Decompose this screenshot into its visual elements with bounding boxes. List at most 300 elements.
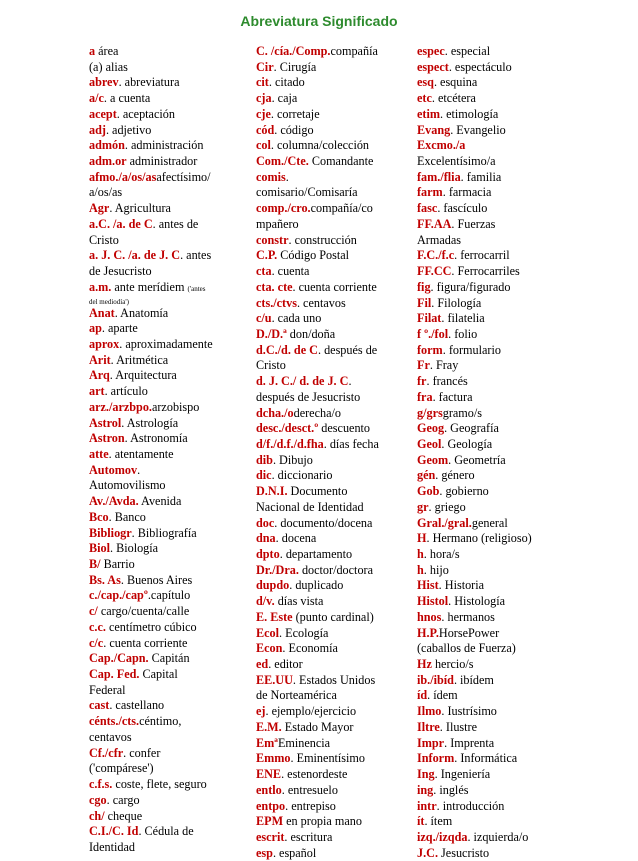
abbreviation-term: Bs. As: [89, 572, 121, 587]
abbreviation-meaning: centavos: [89, 729, 132, 744]
abbreviation-meaning: Nacional de Identidad: [256, 499, 364, 514]
abbreviation-meaning: . aproximadamente: [119, 336, 213, 351]
abbreviation-meaning: . hermanos: [441, 609, 495, 624]
abbreviation-meaning: Cristo: [89, 232, 119, 247]
abbreviation-meaning: doctor/doctora: [298, 562, 374, 577]
abbreviation-term: Geom: [417, 452, 449, 467]
abbreviation-meaning: después de Jesucristo: [256, 389, 361, 404]
abbreviation-term: Evang: [417, 122, 451, 137]
abbreviation-meaning: . diccionario: [271, 468, 333, 483]
abbreviation-entry: [417, 75, 557, 91]
abbreviation-meaning: . Economía: [282, 641, 338, 656]
abbreviation-meaning: . factura: [432, 389, 473, 404]
abbreviation-entry: [256, 767, 406, 783]
abbreviation-entry: [256, 374, 406, 390]
abbreviation-entry: [417, 500, 557, 516]
abbreviation-term: Gral./gral.: [417, 515, 472, 530]
abbreviation-meaning: . artículo: [104, 384, 148, 399]
abbreviation-meaning: HorsePower: [438, 625, 500, 640]
abbreviation-term: d.C./d. de C: [256, 342, 318, 357]
abbreviation-entry: [256, 343, 406, 359]
abbreviation-entry: [89, 620, 239, 636]
abbreviation-term: Filat: [417, 311, 442, 326]
abbreviation-entry: [89, 217, 239, 233]
abbreviation-term: espect: [417, 59, 449, 74]
abbreviation-meaning: Eminencia: [277, 735, 331, 750]
abbreviation-entry: [89, 107, 239, 123]
abbreviation-term: c/u: [256, 311, 272, 326]
abbreviation-entry: [256, 406, 406, 422]
abbreviation-column-3: [417, 44, 557, 861]
abbreviation-entry: [256, 217, 406, 233]
abbreviation-meaning: a/os/as: [89, 185, 123, 200]
abbreviation-term: cja: [256, 91, 272, 106]
abbreviation-term: arz./arzbpo.: [89, 399, 152, 414]
abbreviation-term: Cir: [256, 59, 274, 74]
abbreviation-entry: [89, 416, 239, 432]
abbreviation-entry: [89, 60, 239, 76]
abbreviation-entry: [89, 353, 239, 369]
abbreviation-term: comp./cro.: [256, 201, 311, 216]
abbreviation-term: Automov: [89, 462, 138, 477]
abbreviation-meaning: . francés: [426, 374, 468, 389]
abbreviation-meaning: . ferrocarril: [454, 248, 510, 263]
abbreviation-term: Impr: [417, 735, 445, 750]
abbreviation-meaning: . izquierda/o: [467, 829, 529, 844]
abbreviation-meaning: . Ilustre: [439, 719, 478, 734]
abbreviation-entry: [417, 704, 557, 720]
abbreviation-meaning: . aparte: [101, 321, 138, 336]
abbreviation-entry: [417, 44, 557, 60]
abbreviation-term: Cap. Fed.: [89, 667, 140, 682]
abbreviation-term: gr: [417, 499, 429, 514]
abbreviation-entry: [89, 138, 239, 154]
abbreviation-entry: [89, 170, 239, 186]
abbreviation-meaning: . Biología: [110, 541, 159, 556]
abbreviation-entry: [417, 484, 557, 500]
abbreviation-term: Hz: [417, 657, 432, 672]
abbreviation-entry: [256, 390, 406, 406]
abbreviation-meaning: . cuenta corriente: [103, 635, 188, 650]
abbreviation-term: dib: [256, 452, 273, 467]
abbreviation-entry: [89, 280, 239, 298]
abbreviation-entry: [256, 138, 406, 154]
abbreviation-meaning: céntimo,: [139, 714, 182, 729]
abbreviation-meaning: . Ferrocarriles: [451, 264, 520, 279]
abbreviation-meaning: . cuenta: [271, 264, 310, 279]
abbreviation-entry: [89, 667, 239, 683]
abbreviation-entry: [89, 698, 239, 714]
abbreviation-entry: [256, 846, 406, 861]
abbreviation-term: Gob: [417, 484, 440, 499]
abbreviation-meaning: don/doña: [286, 326, 336, 341]
abbreviation-entry: [256, 814, 406, 830]
abbreviation-entry: [417, 563, 557, 579]
abbreviation-term: acept: [89, 106, 117, 121]
abbreviation-entry: [417, 846, 557, 861]
abbreviation-term: C.I./C. Id: [89, 824, 139, 839]
abbreviation-term: art: [89, 384, 105, 399]
abbreviation-meaning: . Cirugía: [273, 59, 317, 74]
abbreviation-term: dcha./o: [256, 405, 294, 420]
abbreviation-entry: [417, 720, 557, 736]
abbreviation-entry: [417, 358, 557, 374]
abbreviation-entry: [89, 478, 239, 494]
abbreviation-meaning: coste, flete, seguro: [112, 777, 207, 792]
abbreviation-meaning: Cristo: [256, 358, 286, 373]
abbreviation-entry: [89, 526, 239, 542]
abbreviation-meaning: . Geografía: [444, 421, 499, 436]
abbreviation-meaning: . Historia: [438, 578, 485, 593]
abbreviation-meaning: . Filología: [431, 295, 482, 310]
abbreviation-meaning: (a) alias: [89, 59, 128, 74]
abbreviation-entry: [89, 714, 239, 730]
abbreviation-entry: [89, 400, 239, 416]
abbreviation-entry: [89, 809, 239, 825]
abbreviation-entry: [417, 673, 557, 689]
abbreviation-meaning: Identidad: [89, 839, 136, 854]
abbreviation-meaning: mpañero: [256, 216, 299, 231]
abbreviation-term: c./cap./capº: [89, 588, 148, 603]
abbreviation-meaning: . ídem: [427, 688, 458, 703]
abbreviation-entry: [256, 484, 406, 500]
abbreviation-meaning: . gobierno: [439, 484, 489, 499]
abbreviation-meaning: . ibídem: [453, 672, 494, 687]
abbreviation-term: intr: [417, 798, 437, 813]
abbreviation-entry: [417, 123, 557, 139]
abbreviation-meaning: . después de: [317, 342, 378, 357]
abbreviation-meaning: . abreviatura: [118, 75, 180, 90]
abbreviation-entry: [256, 91, 406, 107]
abbreviation-meaning: Documento: [287, 484, 348, 499]
abbreviation-term: íd: [417, 688, 428, 703]
abbreviation-meaning: . editor: [268, 657, 303, 672]
abbreviation-entry: [417, 610, 557, 626]
abbreviation-meaning: . Bibliografía: [131, 525, 197, 540]
abbreviation-entry: [89, 824, 239, 840]
abbreviation-entry: [417, 751, 557, 767]
abbreviation-entry: [89, 337, 239, 353]
abbreviation-entry: [89, 154, 239, 170]
abbreviation-meaning: en propia mano: [283, 814, 362, 829]
abbreviation-meaning: . documento/docena: [274, 515, 373, 530]
abbreviation-meaning: . Fray: [429, 358, 459, 373]
abbreviation-entry: [89, 588, 239, 604]
abbreviation-entry: [256, 610, 406, 626]
abbreviation-meaning: arzobispo: [151, 399, 200, 414]
abbreviation-entry: [417, 783, 557, 799]
abbreviation-term: cta: [256, 264, 272, 279]
abbreviation-term: Inform: [417, 751, 455, 766]
abbreviation-term: E.M.: [256, 719, 282, 734]
abbreviation-term: fig: [417, 279, 431, 294]
abbreviation-term: escrit: [256, 829, 285, 844]
abbreviation-meaning: . espectáculo: [448, 59, 512, 74]
abbreviation-term: esq: [417, 75, 434, 90]
abbreviation-term: cast: [89, 698, 110, 713]
abbreviation-meaning: centímetro cúbico: [105, 619, 197, 634]
abbreviation-meaning: . etimología: [440, 106, 499, 121]
abbreviation-entry: [256, 185, 406, 201]
abbreviation-entry: [89, 185, 239, 201]
abbreviation-term: Anat: [89, 305, 115, 320]
abbreviation-entry: [256, 673, 406, 689]
abbreviation-entry: [417, 154, 557, 170]
abbreviation-term: EPM: [256, 814, 284, 829]
abbreviation-entry: [256, 170, 406, 186]
abbreviation-entry: [256, 736, 406, 752]
abbreviation-entry: [417, 814, 557, 830]
abbreviation-meaning: del mediodía'): [89, 297, 129, 306]
abbreviation-term: a. J. C. /a. de J. C: [89, 248, 181, 263]
abbreviation-term: fra: [417, 389, 433, 404]
abbreviation-term: Hist: [417, 578, 439, 593]
abbreviation-meaning: . esquina: [433, 75, 478, 90]
abbreviation-term: Astron: [89, 431, 125, 446]
abbreviation-entry: [89, 777, 239, 793]
abbreviation-meaning: . hijo: [423, 562, 449, 577]
abbreviation-meaning: . construcción: [288, 232, 357, 247]
abbreviation-entry: [417, 767, 557, 783]
abbreviation-entry: [89, 604, 239, 620]
abbreviation-entry: [417, 531, 557, 547]
abbreviation-term: EE.UU: [256, 672, 293, 687]
abbreviation-entry: [417, 311, 557, 327]
abbreviation-meaning: . formulario: [442, 342, 501, 357]
abbreviation-term: cgo: [89, 792, 107, 807]
abbreviation-meaning: . figura/figurado: [430, 279, 511, 294]
abbreviation-term: Agr: [89, 201, 110, 216]
abbreviation-meaning: . farmacia: [442, 185, 492, 200]
abbreviation-entry: [417, 170, 557, 186]
abbreviation-entry: [417, 138, 557, 154]
abbreviation-term: a.C. /a. de C: [89, 216, 153, 231]
abbreviation-entry: [89, 463, 239, 479]
abbreviation-entry: [89, 75, 239, 91]
abbreviation-meaning: . inglés: [433, 782, 469, 797]
abbreviation-entry: [256, 500, 406, 516]
abbreviation-meaning: . griego: [428, 499, 466, 514]
abbreviation-meaning: . ítem: [424, 814, 453, 829]
abbreviation-term: Ecol: [256, 625, 280, 640]
abbreviation-meaning: Estado Mayor: [281, 719, 354, 734]
abbreviation-entry: [89, 431, 239, 447]
abbreviation-term: h: [417, 562, 424, 577]
abbreviation-meaning: cheque: [104, 808, 143, 823]
abbreviation-meaning: Armadas: [417, 232, 461, 247]
abbreviation-term: ej: [256, 704, 266, 719]
abbreviation-entry: [256, 720, 406, 736]
abbreviation-meaning: . duplicado: [289, 578, 344, 593]
abbreviation-meaning: ('compárese'): [89, 761, 154, 776]
abbreviation-meaning: . Histología: [448, 594, 506, 609]
abbreviation-entry: [417, 830, 557, 846]
abbreviation-term: Av./Avda.: [89, 494, 139, 509]
abbreviation-meaning: Capitán: [148, 651, 190, 666]
abbreviation-entry: [256, 641, 406, 657]
abbreviation-meaning: . antes: [180, 248, 212, 263]
abbreviation-meaning: . corretaje: [270, 106, 320, 121]
abbreviation-entry: [256, 44, 406, 60]
abbreviation-column-1: [89, 44, 239, 856]
abbreviation-term: D.N.I.: [256, 484, 288, 499]
abbreviation-term: H.P.: [417, 625, 439, 640]
abbreviation-entry: [89, 123, 239, 139]
abbreviation-meaning: . Astrología: [121, 415, 179, 430]
abbreviation-term: farm: [417, 185, 443, 200]
abbreviation-entry: [256, 75, 406, 91]
abbreviation-meaning: Automovilismo: [89, 478, 166, 493]
abbreviation-entry: [417, 296, 557, 312]
abbreviation-entry: [417, 688, 557, 704]
abbreviation-term: col: [256, 138, 271, 153]
abbreviation-term: Biol: [89, 541, 110, 556]
abbreviation-entry: [417, 201, 557, 217]
abbreviation-entry: [256, 594, 406, 610]
abbreviation-meaning: . Anatomía: [114, 305, 169, 320]
abbreviation-meaning: . docena: [275, 531, 317, 546]
abbreviation-meaning: . departamento: [279, 547, 353, 561]
abbreviation-meaning: . Fuerzas: [451, 216, 496, 231]
abbreviation-entry: [417, 421, 557, 437]
abbreviation-term: desc./desct.º: [256, 421, 319, 436]
abbreviation-meaning: . atentamente: [108, 446, 174, 461]
abbreviation-meaning: gramo/s: [442, 405, 482, 420]
abbreviation-meaning: . cargo: [106, 792, 140, 807]
abbreviation-entry: [256, 233, 406, 249]
abbreviation-term: c.f.s.: [89, 777, 113, 792]
abbreviation-term: Ing: [417, 767, 435, 782]
abbreviation-meaning: general: [471, 515, 508, 530]
abbreviation-entry: [417, 468, 557, 484]
abbreviation-meaning: . etcétera: [431, 91, 476, 106]
abbreviation-meaning: . Geología: [441, 436, 493, 451]
abbreviation-term: constr: [256, 232, 289, 247]
abbreviation-meaning: .capítulo: [147, 588, 191, 603]
abbreviation-column-2: [256, 44, 406, 861]
abbreviation-entry: [256, 296, 406, 312]
abbreviation-term: F.C./f.c: [417, 248, 455, 263]
abbreviation-term: Ilmo: [417, 704, 442, 719]
abbreviation-term: cit: [256, 75, 269, 90]
abbreviation-term: d/f./d.f./d.fha: [256, 436, 324, 451]
abbreviation-term: Bibliogr: [89, 525, 132, 540]
abbreviation-meaning: . administración: [124, 138, 204, 153]
abbreviation-meaning: hercio/s: [431, 657, 474, 672]
abbreviation-term: g/grs: [417, 405, 443, 420]
abbreviation-entry: [256, 358, 406, 374]
abbreviation-meaning: . Evangelio: [450, 122, 506, 137]
abbreviation-term: hnos: [417, 609, 442, 624]
abbreviation-term: a: [89, 44, 96, 58]
abbreviation-term: dpto: [256, 547, 280, 561]
abbreviation-entry: [417, 594, 557, 610]
abbreviation-term: c/c: [89, 635, 104, 650]
abbreviation-term: ít: [417, 814, 425, 829]
abbreviation-term: form: [417, 342, 443, 357]
abbreviation-meaning: . Hermano (religioso): [426, 531, 532, 546]
abbreviation-meaning: . Astronomía: [124, 431, 188, 446]
abbreviation-meaning: cargo/cuenta/calle: [97, 604, 190, 619]
abbreviation-entry: [89, 264, 239, 280]
abbreviation-meaning: Código Postal: [277, 248, 350, 263]
abbreviation-entry: [89, 298, 239, 306]
abbreviation-term: Iltre: [417, 719, 440, 734]
abbreviation-entry: [256, 799, 406, 815]
abbreviation-meaning: . filatelia: [441, 311, 485, 326]
abbreviation-meaning: . confer: [123, 745, 161, 760]
abbreviation-entry: [417, 327, 557, 343]
abbreviation-entry: [256, 123, 406, 139]
abbreviation-entry: [89, 91, 239, 107]
abbreviation-meaning: . Ingeniería: [434, 767, 491, 782]
abbreviation-term: Emmo: [256, 751, 291, 766]
abbreviation-entry: [89, 683, 239, 699]
abbreviation-term: abrev: [89, 75, 119, 90]
abbreviation-meaning: comisario/Comisaría: [256, 185, 358, 200]
abbreviation-entry: [417, 60, 557, 76]
abbreviation-term: d/v.: [256, 594, 275, 609]
abbreviation-entry: [89, 384, 239, 400]
abbreviation-entry: [89, 557, 239, 573]
abbreviation-meaning: . adjetivo: [105, 122, 152, 137]
abbreviation-entry: [417, 437, 557, 453]
abbreviation-term: Cf./cfr: [89, 745, 124, 760]
abbreviation-meaning: . castellano: [109, 698, 165, 713]
abbreviation-meaning: . entresuelo: [281, 782, 338, 797]
abbreviation-term: adj: [89, 122, 106, 137]
abbreviation-meaning: . código: [274, 122, 314, 137]
abbreviation-term: Histol: [417, 594, 449, 609]
abbreviation-meaning: Jesucristo: [438, 845, 490, 860]
abbreviation-term: doc: [256, 515, 275, 530]
abbreviation-meaning: (punto cardinal): [292, 609, 374, 624]
abbreviation-term: entpo: [256, 798, 286, 813]
abbreviation-meaning: . familia: [460, 169, 502, 184]
abbreviation-meaning: . Cédula de: [138, 824, 194, 839]
abbreviation-meaning: . caja: [271, 91, 298, 106]
abbreviation-meaning: . Ecología: [279, 625, 329, 640]
abbreviation-term: C.P.: [256, 248, 278, 263]
abbreviation-meaning: . antes de: [152, 216, 199, 231]
abbreviation-entry: [256, 516, 406, 532]
abbreviation-term: etc: [417, 91, 432, 106]
page-title: Abreviatura Significado: [240, 13, 398, 29]
abbreviation-entry: [256, 311, 406, 327]
abbreviation-meaning: . Banco: [108, 509, 146, 524]
abbreviation-term: C. /cía./Comp.: [256, 44, 331, 58]
abbreviation-entry: [417, 406, 557, 422]
abbreviation-term: E. Este: [256, 609, 293, 624]
abbreviation-meaning: . días fecha: [323, 436, 379, 451]
abbreviation-entry: [256, 107, 406, 123]
abbreviation-term: aprox: [89, 336, 120, 351]
abbreviation-entry: [256, 453, 406, 469]
abbreviation-term: d. J. C./ d. de J. C: [256, 374, 349, 389]
abbreviation-term: Arit: [89, 352, 111, 367]
abbreviation-meaning: . columna/colección: [270, 138, 370, 153]
abbreviation-term: ch/: [89, 808, 105, 823]
abbreviation-meaning: de Jesucristo: [89, 264, 152, 279]
abbreviation-meaning: .: [137, 462, 141, 477]
abbreviation-term: cta. cte: [256, 279, 293, 294]
abbreviation-entry: [89, 840, 239, 856]
abbreviation-term: Emª: [256, 735, 278, 750]
abbreviation-entry: [256, 578, 406, 594]
abbreviation-meaning: días vista: [274, 594, 324, 609]
abbreviation-term: dic: [256, 468, 272, 483]
abbreviation-term: Bco: [89, 509, 109, 524]
